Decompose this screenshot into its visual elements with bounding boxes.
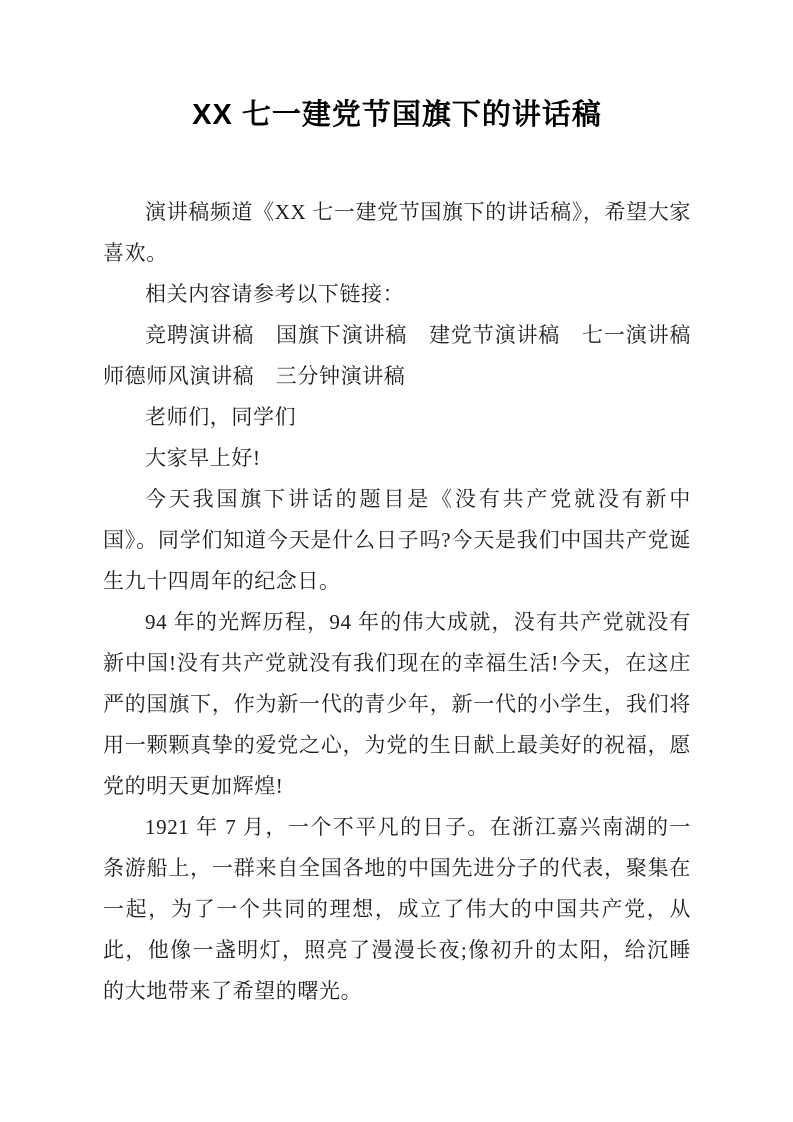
- paragraph-related-content-label: 相关内容请参考以下链接：: [145, 282, 405, 306]
- paragraph-speech-topic: 今天我国旗下讲话的题目是《没有共产党就没有新中国》。同学们知道今天是什么日子吗?今天是我们中国共产党诞生九十四周年的纪念日。: [103, 487, 691, 593]
- paragraph-greeting: 大家早上好!: [145, 446, 261, 470]
- paragraph-link-list: 竞聘演讲稿 国旗下演讲稿 建党节演讲稿 七一演讲稿 师德师风演讲稿 三分钟演讲稿: [103, 323, 713, 388]
- paragraph-party-founding-1921: 1921 年 7 月，一个不平凡的日子。在浙江嘉兴南湖的一条游船上，一群来自全国各地的中国先进分子的代表，聚集在一起，为了一个共同的理想，成立了伟大的中国共产党，从此，他像一盏明灯，照亮了漫漫长夜;像初升的太阳，给沉睡的大地带来了希望的曙光。: [103, 815, 691, 1003]
- paragraph-party-history: 94 年的光辉历程，94 年的伟大成就，没有共产党就没有新中国!没有共产党就没有我们现在的幸福生活!今天，在这庄严的国旗下，作为新一代的青少年，新一代的小学生，我们将用一颗颗真挚的爱党之心，为党的生日献上最美好的祝福，愿党的明天更加辉煌!: [103, 610, 691, 798]
- paragraph-salutation: 老师们，同学们: [145, 405, 297, 429]
- document-body: [103, 192, 713, 1012]
- document-title: XX 七一建党节国旗下的讲话稿: [192, 99, 602, 131]
- paragraph-channel-intro: 演讲稿频道《XX 七一建党节国旗下的讲话稿》，希望大家喜欢。: [103, 200, 691, 265]
